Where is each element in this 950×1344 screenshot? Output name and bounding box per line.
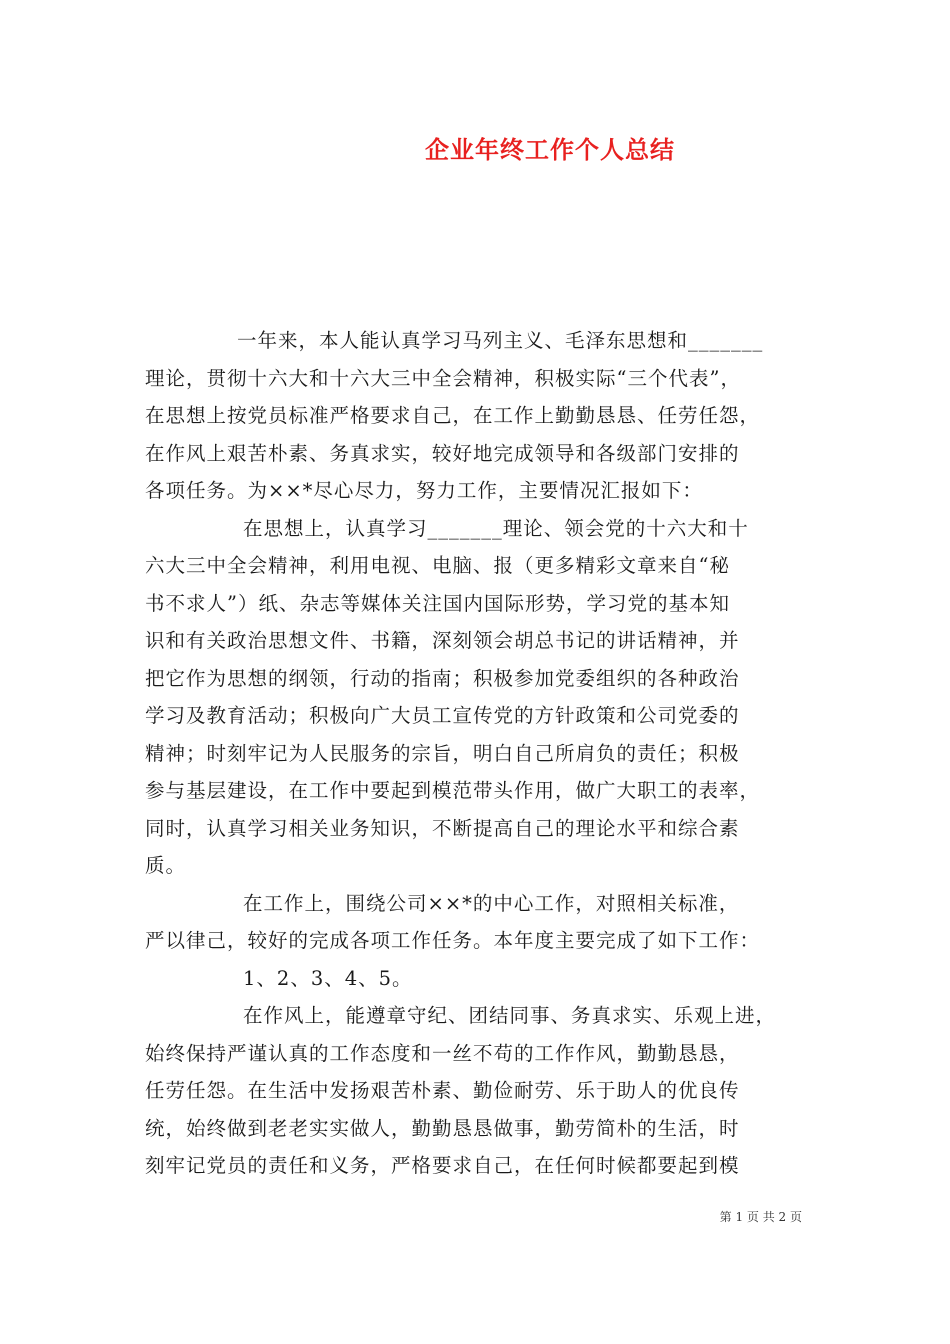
paragraph-line: 始终保持严谨认真的工作态度和一丝不苟的工作作风，勤勤恳恳， [145, 1041, 740, 1065]
paragraph-2 [145, 510, 825, 885]
paragraph-line: 六大三中全会精神，利用电视、电脑、报（更多精彩文章来自“秘 [145, 554, 730, 577]
paragraph-line: 理论，贯彻十六大和十六大三中全会精神，积极实际“三个代表”， [145, 366, 741, 390]
page-title: 企业年终工作个人总结 [425, 135, 675, 164]
paragraph-line: 质。 [145, 854, 187, 877]
paragraph-line: 一年来，本人能认真学习马列主义、毛泽东思想和_______ [237, 329, 764, 352]
paragraph-line: 刻牢记党员的责任和义务，严格要求自己，在任何时候都要起到模 [145, 1154, 740, 1177]
paragraph-line: 书不求人”）纸、杂志等媒体关注国内国际形势，学习党的基本知 [145, 591, 730, 615]
paragraph-3 [145, 885, 825, 960]
paragraph-line: 1、2、3、4、5。 [243, 966, 413, 990]
paragraph-line: 学习及教育活动；积极向广大员工宣传党的方针政策和公司党委的 [145, 704, 740, 727]
paragraph-line: 在作风上，能遵章守纪、团结同事、务真求实、乐观上进， [243, 1004, 777, 1027]
paragraph-line: 同时，认真学习相关业务知识，不断提高自己的理论水平和综合素 [145, 816, 740, 840]
paragraph-4 [145, 960, 825, 998]
paragraph-line: 在思想上按党员标准严格要求自己，在工作上勤勤恳恳、任劳任怨， [145, 404, 761, 427]
paragraph-line: 识和有关政治思想文件、书籍，深刻领会胡总书记的讲话精神，并 [145, 629, 740, 652]
paragraph-line: 在作风上艰苦朴素、务真求实，较好地完成领导和各级部门安排的 [145, 441, 740, 465]
paragraph-line: 各项任务。为××*尽心尽力，努力工作，主要情况汇报如下： [145, 479, 703, 502]
paragraph-line: 精神；时刻牢记为人民服务的宗旨，明白自己所肩负的责任；积极 [145, 741, 740, 765]
paragraph-5 [145, 997, 825, 1185]
paragraph-line: 任劳任怨。在生活中发扬艰苦朴素、勤俭耐劳、乐于助人的优良传 [145, 1079, 740, 1102]
page-footer: 第 1 页 共 2 页 [719, 1210, 802, 1224]
document-body [145, 322, 825, 1185]
paragraph-line: 严以律己，较好的完成各项工作任务。本年度主要完成了如下工作： [145, 929, 761, 952]
paragraph-line: 参与基层建设，在工作中要起到模范带头作用，做广大职工的表率， [145, 779, 761, 802]
paragraph-line: 统，始终做到老老实实做人，勤勤恳恳做事，勤劳简朴的生活，时 [145, 1116, 740, 1140]
paragraph-1 [145, 322, 825, 510]
paragraph-line: 在工作上，围绕公司××*的中心工作，对照相关标准， [243, 891, 740, 915]
paragraph-line: 把它作为思想的纲领，行动的指南；积极参加党委组织的各种政治 [145, 666, 740, 690]
paragraph-line: 在思想上，认真学习_______理论、领会党的十六大和十 [243, 516, 749, 540]
